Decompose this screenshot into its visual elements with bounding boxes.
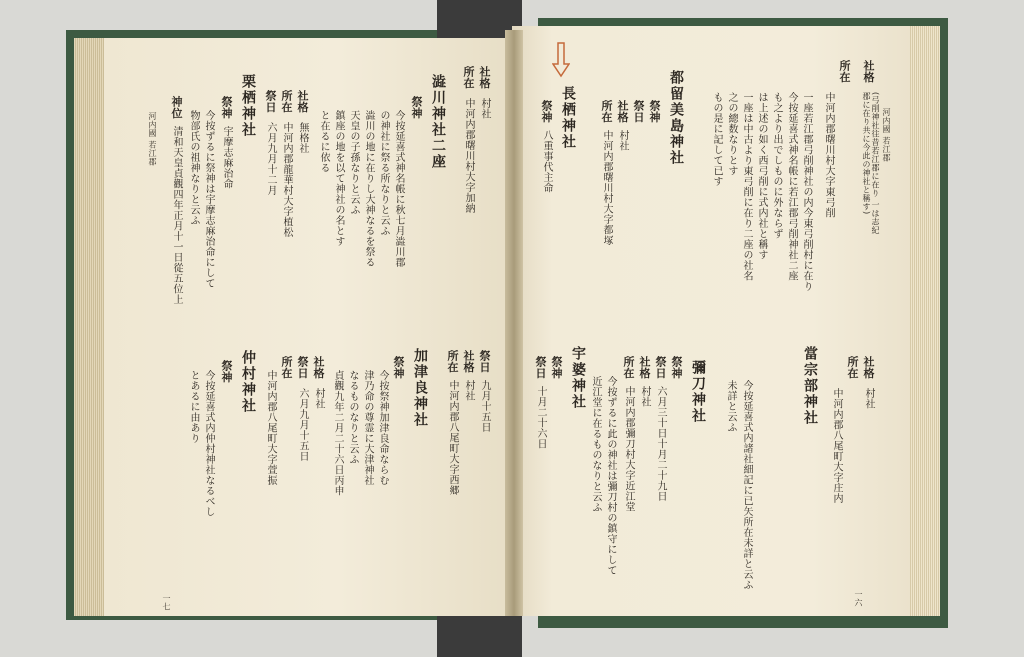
page-number-right: 一六 <box>854 590 863 607</box>
shrine-title: 彌刀神社 <box>690 360 706 424</box>
shakaku-label: 社格 <box>862 60 875 83</box>
shakaku-label: 社格 <box>862 356 875 379</box>
shinkai-value: 清和天皇貞觀四年正月十一日從五位上 <box>171 126 182 305</box>
body-line: 今按延喜式神名帳に若江郡弓削神社二座 <box>786 92 797 281</box>
page-number-left: 一七 <box>162 594 171 611</box>
shozai-value: 中河内郡龍華村大字植松 <box>281 122 292 238</box>
shinkai-label: 神位 <box>170 96 183 119</box>
arrow-down-icon <box>552 42 570 78</box>
shrine-title: 仲村神社 <box>240 350 256 414</box>
saijin-label: 祭神 <box>670 356 683 379</box>
shozai-value: 中河内郡彌刀村大字近江堂 <box>623 386 634 512</box>
sairei-label: 祭日 <box>296 356 309 379</box>
shakaku-label: 社格 <box>312 356 325 379</box>
shakaku-value: 村社 <box>639 386 650 407</box>
body-line: の神社に祭る所なりと云ふ <box>378 110 389 236</box>
saijin-label: 祭神 <box>410 96 423 119</box>
shozai-label: 所在 <box>846 356 859 379</box>
left-page-edges <box>74 38 104 616</box>
shakaku-label: 社格 <box>462 350 475 373</box>
shozai-value: 中河内郡曙川村大字都塚 <box>601 130 612 246</box>
sairei-label: 祭日 <box>264 90 277 113</box>
body-line: 今按延喜式内諸社細記に已矢所在未詳と云ふ <box>741 380 752 590</box>
shozai-value: 中河内郡八尾町大字庄内 <box>831 388 842 504</box>
body-line: 未詳と云ふ <box>725 380 736 433</box>
body-line: とあるに由あり <box>188 370 199 444</box>
sairei-label: 祭日 <box>654 356 667 379</box>
sairei-value: 六月九月十二月 <box>265 122 276 196</box>
body-line: 一座若江郡弓削神社の内今東弓削村に在り <box>801 92 812 292</box>
sairei-value: 六月三十日十月二十九日 <box>655 386 666 502</box>
right-page-edges <box>910 26 940 616</box>
shakaku-value: 無格社 <box>297 122 308 154</box>
shozai-label: 所在 <box>280 356 293 379</box>
body-line: 貞觀九年二月二十六日丙申 <box>332 370 343 496</box>
shakaku-label: 社格 <box>616 100 629 123</box>
body-line: 天皇の子孫なりと云ふ <box>348 110 359 215</box>
shozai-label: 所在 <box>622 356 635 379</box>
sairei-value: 十月二十六日 <box>535 386 546 449</box>
body-line: もの是に記して已す <box>711 92 722 187</box>
sairei-value: 六月九月十五日 <box>297 388 308 462</box>
saijin-label: 祭神 <box>550 356 563 379</box>
body-line: 物部氏の祖神なりと云ふ <box>188 110 199 226</box>
body-line: 今按延喜式神名帳に秋七月澁川郡 <box>393 110 404 268</box>
sairei-value: 九月十五日 <box>479 380 490 433</box>
shrine-title: 栗栖神社 <box>240 74 256 138</box>
left-page <box>74 38 514 616</box>
sairei-label: 祭日 <box>478 350 491 373</box>
body-line: 今按延喜式内仲村神社なるべし <box>203 370 214 517</box>
saijin-label: 祭神 <box>220 360 233 383</box>
shrine-title: 澁川神社二座 <box>430 74 446 170</box>
shakaku-value: 村社 <box>313 388 324 409</box>
shozai-label: 所在 <box>462 66 475 89</box>
sairei-label: 祭日 <box>632 100 645 123</box>
shrine-title: 都留美島神社 <box>668 70 684 166</box>
shozai-value: 中河内郡曙川村大字加納 <box>463 98 474 214</box>
saijin-label: 祭神 <box>648 100 661 123</box>
shozai-value: 中河内郡曙川村大字東弓削 <box>823 92 834 218</box>
shakaku-value: 村社 <box>479 98 490 119</box>
running-header-left: 河内國 若江郡 <box>148 112 157 167</box>
body-line: 今按祭神加津良命ならむ <box>377 370 388 486</box>
saijin-label: 祭神 <box>220 96 233 119</box>
shozai-label: 所在 <box>600 100 613 123</box>
shrine-title: 長栖神社 <box>560 86 576 150</box>
shakaku-label: 社格 <box>478 66 491 89</box>
shozai-label: 所在 <box>838 60 851 83</box>
saijin-value: 宇摩志麻治命 <box>221 126 232 189</box>
running-header-right: 河内國 若江郡 <box>882 108 891 163</box>
shozai-label: 所在 <box>446 350 459 373</box>
saijin-label: 祭神 <box>392 356 405 379</box>
body-line: 之の總数なりとす <box>726 92 737 176</box>
shozai-value: 中河内郡八尾町大字西郷 <box>447 380 458 496</box>
body-line: 今按ずるに祭神は宇摩志麻治命にして <box>203 110 214 289</box>
body-line: 鎮座の地を以て神社の名とす <box>333 110 344 247</box>
body-line: 今按ずるに此の神社は彌刀村の鎮守にして <box>605 376 616 576</box>
shrine-title: 宇婆神社 <box>570 346 586 410</box>
shrine-title: 加津良神社 <box>412 348 428 428</box>
sairei-label: 祭日 <box>534 356 547 379</box>
annotation: (弓削神社往昔若江郡に在り 一は志紀郡に在り共に今此の神社と稱す) <box>862 92 880 235</box>
body-line: 近江堂に在るものなりと云ふ <box>590 376 601 513</box>
body-line: と在るに依る <box>318 110 329 173</box>
shakaku-value: 村社 <box>617 130 628 151</box>
body-line: 津乃命の尊霊に大津神社 <box>362 370 373 486</box>
saijin-label: 祭神 <box>540 100 553 123</box>
body-line: なるものなりと云ふ <box>347 370 358 465</box>
shozai-value: 中河内郡八尾町大字萱振 <box>265 370 276 486</box>
book-gutter <box>505 30 523 616</box>
body-line: 澁川の地に在りし大神なるを祭る <box>363 110 374 268</box>
shakaku-value: 村社 <box>463 380 474 401</box>
shakaku-label: 社格 <box>296 90 309 113</box>
shakaku-label: 社格 <box>638 356 651 379</box>
body-line: 一座は中古より東弓削に在り二座の社名 <box>741 92 752 281</box>
body-line: も之より出でしものに外ならず <box>771 92 782 239</box>
shakaku-value: 村社 <box>863 388 874 409</box>
body-line: は上述の如く西弓削に式内社と稱す <box>756 92 767 260</box>
shozai-label: 所在 <box>280 90 293 113</box>
saijin-value: 八重事代主命 <box>541 130 552 193</box>
shrine-title: 當宗部神社 <box>802 346 818 426</box>
